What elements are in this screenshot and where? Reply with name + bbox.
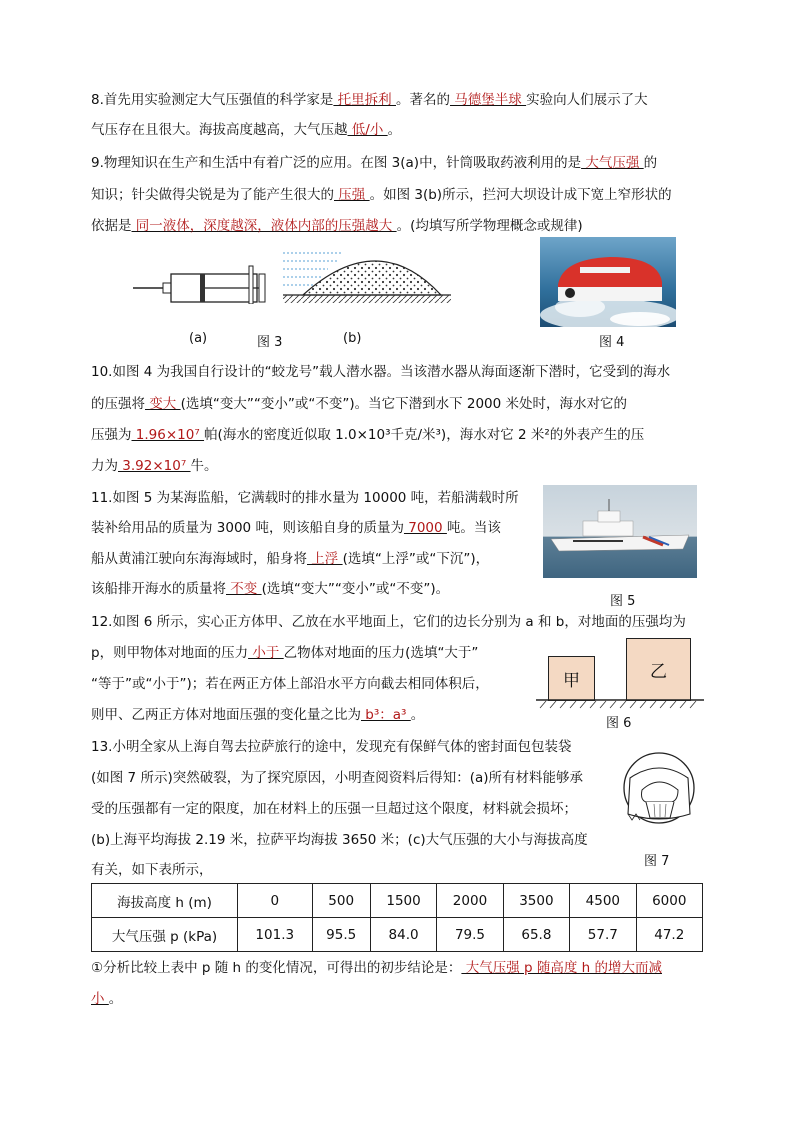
dam-figure bbox=[283, 245, 451, 307]
q10-line2: 的压强将 变大 (选填“变大”“变小”或“不变”)。当它下潜到水下 2000 米处时，海水对它的 bbox=[91, 396, 628, 412]
q13-1-line1: ①分析比较上表中 p 随 h 的变化情况，可得出的初步结论是： 大气压强 p 随高度 h 的增大而减 bbox=[91, 960, 662, 976]
table-cell: 6000 bbox=[636, 884, 702, 918]
table-cell: 2000 bbox=[437, 884, 503, 918]
q9-line2: 知识；针尖做得尖锐是为了能产生很大的 压强 。如图 3(b)所示，拦河大坝设计成下宽上窄形状的 bbox=[91, 187, 672, 203]
q10-line1: 10.如图 4 为我国自行设计的“蛟龙号”载人潜水器。当该潜水器从海面逐渐下潜时，它受到的海水 bbox=[91, 364, 671, 380]
fig3-a-caption: (a) bbox=[189, 331, 208, 346]
q11-answer-1: 7000 bbox=[403, 520, 447, 536]
altitude-pressure-table bbox=[91, 883, 703, 952]
ship-photo bbox=[543, 485, 697, 578]
q13-line4: (b)上海平均海拔 2.19 米，拉萨平均海拔 3650 米；(c)大气压强的大小与海拔高度 bbox=[91, 832, 588, 848]
q9-answer-2: 压强 bbox=[334, 187, 370, 203]
cube-yi: 乙 bbox=[626, 638, 691, 701]
q10-answer-2: 1.96×10⁷ bbox=[131, 427, 205, 443]
q11-answer-3: 不变 bbox=[226, 581, 262, 597]
q11-line3: 船从黄浦江驶向东海海域时，船身将 上浮 (选填“上浮”或“下沉”)， bbox=[91, 551, 490, 567]
cube-jia: 甲 bbox=[548, 656, 595, 701]
table-head-pressure: 大气压强 p (kPa) bbox=[92, 918, 238, 952]
q11-answer-2: 上浮 bbox=[307, 551, 343, 567]
fig4-caption: 图 4 bbox=[599, 335, 625, 350]
q9-line1: 9.物理知识在生产和生活中有着广泛的应用。在图 3(a)中，针筒吸取药液利用的是 大气压强 的 bbox=[91, 155, 658, 171]
table-row-altitude bbox=[92, 884, 703, 918]
q9-answer-1: 大气压强 bbox=[581, 155, 644, 171]
fig7-caption: 图 7 bbox=[644, 854, 670, 869]
table-cell: 500 bbox=[312, 884, 370, 918]
q11-line2: 装补给用品的质量为 3000 吨，则该船自身的质量为 7000 吨。当该 bbox=[91, 520, 501, 536]
table-cell: 101.3 bbox=[238, 918, 313, 952]
table-cell: 1500 bbox=[370, 884, 436, 918]
q12-line2: p，则甲物体对地面的压力 小于 乙物体对地面的压力(选填“大于” bbox=[91, 645, 479, 661]
fig3-caption: 图 3 bbox=[257, 335, 283, 350]
q8-answer-2: 马德堡半球 bbox=[449, 92, 527, 108]
submersible-photo bbox=[540, 237, 676, 327]
table-cell: 3500 bbox=[503, 884, 569, 918]
q13-line5: 有关，如下表所示， bbox=[91, 862, 213, 878]
q13-line1: 13.小明全家从上海自驾去拉萨旅行的途中，发现充有保鲜气体的密封面包包装袋 bbox=[91, 739, 572, 755]
q12-line4: 则甲、乙两正方体对地面压强的变化量之比为 b³：a³ 。 bbox=[91, 707, 425, 723]
table-cell: 47.2 bbox=[636, 918, 702, 952]
q10-line4: 力为 3.92×10⁷ 牛。 bbox=[91, 458, 218, 474]
table-cell: 65.8 bbox=[503, 918, 569, 952]
syringe-figure bbox=[133, 262, 268, 304]
q11-line1: 11.如图 5 为某海监船，它满载时的排水量为 10000 吨，若船满载时所 bbox=[91, 490, 519, 506]
q10-answer-1: 变大 bbox=[145, 396, 181, 412]
fig6-caption: 图 6 bbox=[606, 716, 632, 731]
table-head-altitude: 海拔高度 h (m) bbox=[92, 884, 238, 918]
table-cell: 0 bbox=[238, 884, 313, 918]
table-cell: 57.7 bbox=[570, 918, 636, 952]
fig3-b-caption: (b) bbox=[343, 331, 362, 346]
table-cell: 4500 bbox=[570, 884, 636, 918]
q13-1-answer-a: 大气压强 p 随高度 h 的增大而减 bbox=[461, 960, 662, 976]
q13-1-line2: 小 。 bbox=[91, 991, 123, 1007]
q9-line3: 依据是 同一液体，深度越深，液体内部的压强越大 。(均填写所学物理概念或规律) bbox=[91, 218, 583, 234]
q10-line3: 压强为 1.96×10⁷ 帕(海水的密度近似取 1.0×10³千克/米³)，海水对它 2 米²的外表产生的压 bbox=[91, 427, 645, 443]
q10-answer-3: 3.92×10⁷ bbox=[118, 458, 191, 474]
q13-line3: 受的压强都有一定的限度，加在材料上的压强一旦超过这个限度，材料就会损坏； bbox=[91, 801, 577, 817]
q12-answer-1: 小于 bbox=[248, 645, 284, 661]
q12-line3: “等于”或“小于”)；若在两正方体上部沿水平方向截去相同体积后， bbox=[91, 676, 489, 692]
table-row-pressure bbox=[92, 918, 703, 952]
q11-line4: 该船排开海水的质量将 不变 (选填“变大”“变小”或“不变”)。 bbox=[91, 581, 450, 597]
q12-line1: 12.如图 6 所示，实心正方体甲、乙放在水平地面上，它们的边长分别为 a 和 b，对地面的压强均为 bbox=[91, 614, 686, 630]
q8-answer-3: 低/小 bbox=[347, 122, 388, 138]
q8-answer-1: 托里拆利 bbox=[333, 92, 396, 108]
q9-answer-3: 同一液体，深度越深，液体内部的压强越大 bbox=[131, 218, 397, 234]
bread-bag-figure bbox=[620, 748, 698, 838]
q13-line2: (如图 7 所示)突然破裂，为了探究原因，小明查阅资料后得知：(a)所有材料能够承 bbox=[91, 770, 584, 786]
table-cell: 95.5 bbox=[312, 918, 370, 952]
q8-line1: 8.首先用实验测定大气压强值的科学家是 托里拆利 。著名的 马德堡半球 实验向人们展示了大 bbox=[91, 92, 648, 108]
q13-1-answer-b: 小 bbox=[91, 991, 109, 1007]
table-cell: 79.5 bbox=[437, 918, 503, 952]
q12-answer-2: b³：a³ bbox=[361, 707, 411, 723]
fig5-caption: 图 5 bbox=[610, 594, 636, 609]
q8-line2: 气压存在且很大。海拔高度越高，大气压越 低/小 。 bbox=[91, 122, 402, 138]
table-cell: 84.0 bbox=[370, 918, 436, 952]
ground-hatch bbox=[536, 699, 704, 709]
